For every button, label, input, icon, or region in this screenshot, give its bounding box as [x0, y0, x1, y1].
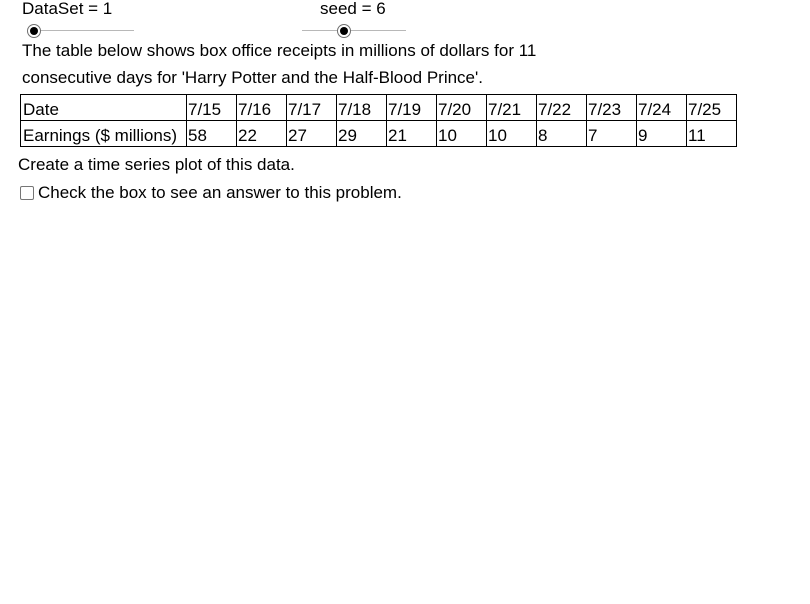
intro-line-1: The table below shows box office receipts in millions of dollars for 11: [22, 41, 537, 60]
problem-intro: [22, 37, 602, 91]
date-row-header: Date: [21, 95, 187, 121]
show-answer-row[interactable]: [20, 183, 402, 203]
earnings-cell: 10: [437, 121, 487, 147]
date-cell: 7/21: [487, 95, 537, 121]
earnings-cell: 58: [187, 121, 237, 147]
seed-slider-label: seed = 6: [320, 0, 386, 18]
intro-line-2: consecutive days for 'Harry Potter and the Half-Blood Prince'.: [22, 68, 483, 87]
earnings-cell: 7: [587, 121, 637, 147]
seed-slider-track: [302, 30, 406, 31]
date-cell: 7/18: [337, 95, 387, 121]
show-answer-label[interactable]: Check the box to see an answer to this problem.: [38, 183, 402, 202]
earnings-cell: 21: [387, 121, 437, 147]
earnings-cell: 22: [237, 121, 287, 147]
earnings-cell: 27: [287, 121, 337, 147]
earnings-cell: 10: [487, 121, 537, 147]
seed-slider[interactable]: [302, 24, 406, 38]
earnings-cell: 29: [337, 121, 387, 147]
dataset-slider-knob[interactable]: [27, 24, 41, 38]
date-cell: 7/25: [687, 95, 737, 121]
earnings-cell: 8: [537, 121, 587, 147]
seed-slider-knob[interactable]: [337, 24, 351, 38]
dataset-slider-track: [30, 30, 134, 31]
date-cell: 7/23: [587, 95, 637, 121]
date-row: [21, 95, 737, 121]
date-cell: 7/24: [637, 95, 687, 121]
date-cell: 7/16: [237, 95, 287, 121]
date-cell: 7/22: [537, 95, 587, 121]
task-prompt: Create a time series plot of this data.: [18, 155, 295, 174]
date-cell: 7/15: [187, 95, 237, 121]
dataset-slider-label: DataSet = 1: [22, 0, 113, 18]
date-cell: 7/20: [437, 95, 487, 121]
box-office-table: [20, 94, 737, 147]
earnings-cell: 11: [687, 121, 737, 147]
earnings-row-header: Earnings ($ millions): [21, 121, 187, 147]
date-cell: 7/19: [387, 95, 437, 121]
earnings-row: [21, 121, 737, 147]
show-answer-checkbox[interactable]: [20, 186, 34, 200]
dataset-slider[interactable]: [30, 24, 134, 38]
date-cell: 7/17: [287, 95, 337, 121]
earnings-cell: 9: [637, 121, 687, 147]
